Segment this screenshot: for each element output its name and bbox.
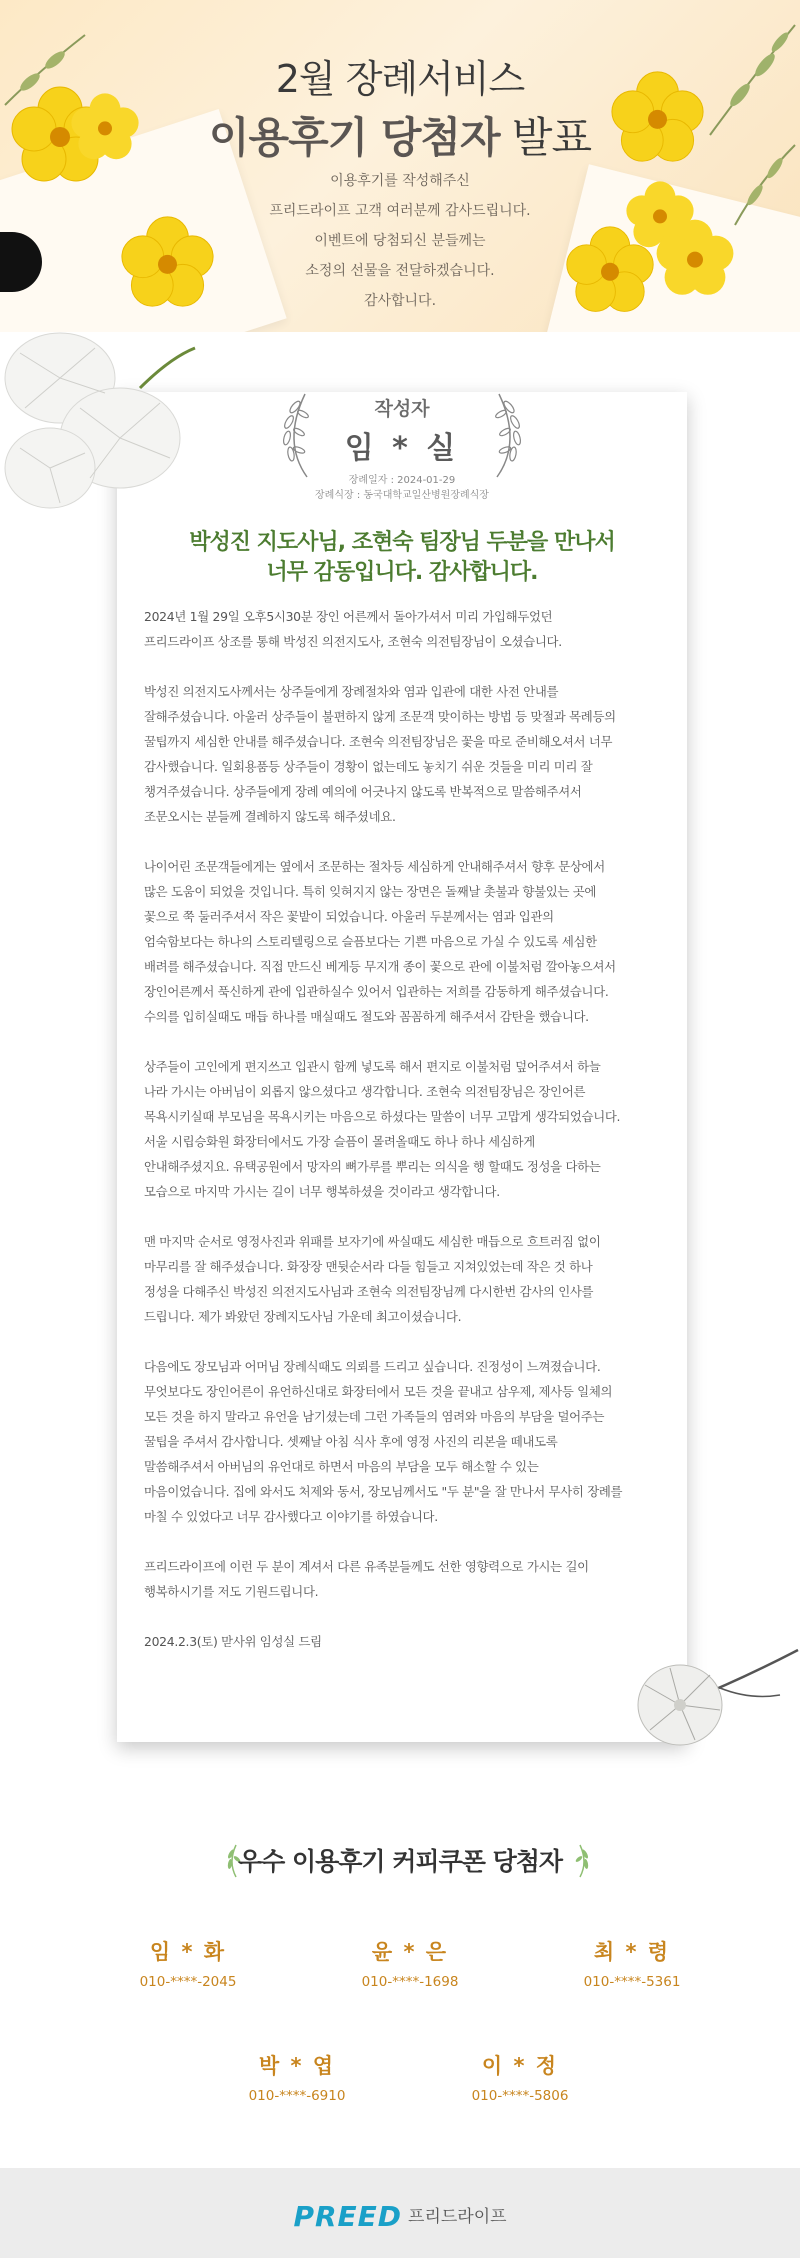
footer	[0, 2168, 800, 2258]
winner-item	[88, 1936, 288, 1990]
winner-phone: 010-****-6910	[248, 2088, 346, 2104]
review-headline-line2: 너무 감동입니다. 감사합니다.	[266, 560, 538, 585]
winner-name: 박 * 엽	[258, 2054, 336, 2078]
winner-phone: 010-****-1698	[361, 1974, 459, 1990]
event-title-bold: 이용후기 당첨자	[208, 113, 500, 162]
winner-item	[310, 1936, 510, 1990]
event-title-line2	[0, 105, 800, 165]
winner-phone: 010-****-5806	[471, 2088, 569, 2104]
event-description-line: 감사합니다.	[363, 293, 437, 309]
event-title-line1: 2월 장례서비스	[275, 57, 525, 101]
event-description-line: 이벤트에 당첨되신 분들께는	[314, 233, 486, 249]
white-chrysanthemum-icon	[630, 1630, 800, 1760]
winners-title: 우수 이용후기 커피쿠폰 당첨자	[237, 1847, 563, 1876]
logo-en: PREED	[293, 2200, 403, 2233]
event-title	[0, 48, 800, 165]
winner-phone: 010-****-2045	[139, 1974, 237, 1990]
writer-label: 작성자	[374, 398, 430, 420]
winner-item	[197, 2050, 397, 2104]
writer-info	[117, 394, 687, 503]
event-description	[0, 166, 800, 316]
funeral-place: 장례식장 : 동국대학교일산병원장례식장	[315, 490, 489, 501]
review-body	[144, 604, 684, 1679]
winner-phone: 010-****-5361	[583, 1974, 681, 1990]
winner-name: 윤 * 은	[371, 1940, 449, 1964]
review-paragraph: 맨 마지막 순서로 영정사진과 위패를 보자기에 싸실때도 세심한 매듭으로 흐트러짐 없이 마무리를 잘 해주셨습니다. 화장장 맨뒷순서라 다들 힘들고 지쳐있었는데 작은 것 하나 정성을 다해주신 박성진 의전지도사님과 조현숙 의전팀장님께 다시한번 감사의 인사를 드립니다. 제가 봐왔던 장례지도사님 가운데 최고이셨습니다.	[144, 1234, 601, 1324]
winner-item	[532, 1936, 732, 1990]
preed-logo[interactable]	[0, 2200, 800, 2233]
funeral-date: 장례일자 : 2024-01-29	[348, 475, 456, 486]
event-description-line: 이용후기를 작성해주신	[330, 173, 470, 189]
review-paragraph: 상주들이 고인에게 편지쓰고 입관시 함께 넣도록 해서 편지로 이불처럼 덮어주셔서 하늘 나라 가시는 아버님이 외롭지 않으셨다고 생각합니다. 조현숙 의전팀장님은 장인어른 목욕시키실때 부모님을 목욕시키는 마음으로 하셨다는 말씀이 너무 고맙게 생각되었습니다. 서울 시립승화원 화장터에서도 가장 슬픔이 몰려올때도 하나 하나 세심하게 안내해주셨지요. 유택공원에서 망자의 뼈가루를 뿌리는 의식을 행 할때도 정성을 다하는 모습으로 마지막 가시는 길이 너무 행복하셨을 것이라고 생각합니다.	[144, 1059, 621, 1199]
review-card	[117, 392, 687, 1742]
winner-name: 임 * 화	[149, 1940, 227, 1964]
review-paragraph: 박성진 의전지도사께서는 상주들에게 장례절차와 염과 입관에 대한 사전 안내를 잘해주셨습니다. 아울러 상주들이 불편하지 않게 조문객 맞이하는 방법 등 맞절과 목례등의 꿀팁까지 세심한 안내를 해주셨습니다. 조현숙 의전팀장님은 꽃을 따로 준비해오셔서 너무 감사했습니다. 일회용품등 상주들이 경황이 없는데도 놓치기 쉬운 것들을 미리 미리 잘 챙겨주셨습니다. 상주들에게 장례 예의에 어긋나지 않도록 반복적으로 말씀해주셔서 조문오시는 분들께 결례하지 않도록 해주셨네요.	[144, 684, 616, 824]
white-chrysanthemum-icon	[0, 318, 200, 528]
review-signature: 2024.2.3(토) 맏사위 임성실 드림	[144, 1634, 322, 1649]
review-paragraph: 다음에도 장모님과 어머님 장례식때도 의뢰를 드리고 싶습니다. 진정성이 느껴졌습니다. 무엇보다도 장인어른이 유언하신대로 화장터에서 모든 것을 끝내고 삼우제, 제사등 일체의 모든 것을 하지 말라고 유언을 남기셨는데 그런 가족들의 염려와 마음의 부담을 덜어주는 꿀팁을 주셔서 감사합니다. 셋째날 아침 식사 후에 영정 사진의 리본을 떼내도록 말씀해주셔서 아버님의 유언대로 하면서 마음의 부담을 모두 해소할 수 있는 마음이었습니다. 집에 와서도 처제와 동서, 장모님께서도 "두 분"을 잘 만나서 무사히 장례를 마칠 수 있었다고 너무 감사했다고 이야기를 하였습니다.	[144, 1359, 623, 1524]
event-header	[0, 0, 800, 332]
event-description-line: 프리드라이프 고객 여러분께 감사드립니다.	[269, 203, 531, 219]
winner-name: 이 * 정	[481, 2054, 559, 2078]
funeral-meta	[117, 473, 687, 503]
event-description-line: 소정의 선물을 전달하겠습니다.	[305, 263, 495, 279]
review-paragraph: 나이어린 조문객들에게는 옆에서 조문하는 절차등 세심하게 안내해주셔서 향후 문상에서 많은 도움이 되었을 것입니다. 특히 잊혀지지 않는 장면은 돌째날 촛불과 향불있는 곳에 꽃으로 쭉 둘러주셔서 작은 꽃밭이 되었습니다. 아울러 두분께서는 염과 입관의 엄숙함보다는 하나의 스토리텔링으로 슬픔보다는 기쁜 마음으로 가실 수 있도록 세심한 배려를 해주셨습니다. 직접 만드신 베게등 무지개 종이 꽃으로 관에 이불처럼 깔아놓으셔서 장인어른께서 푹신하게 관에 입관하실수 있어서 입관하는 저희를 감동하게 해주셨습니다. 수의를 입히실때도 매듭 하나를 매실때도 절도와 꼼꼼하게 해주셔서 감탄을 했습니다.	[144, 859, 616, 1024]
review-paragraph: 2024년 1월 29일 오후5시30분 장인 어른께서 돌아가셔서 미리 가입해두었던 프리드라이프 상조를 통해 박성진 의전지도사, 조현숙 의전팀장님이 오셨습니다.	[144, 609, 562, 649]
event-title-suffix: 발표	[499, 113, 592, 162]
review-headline	[117, 528, 687, 588]
logo-ko: 프리드라이프	[408, 2207, 507, 2227]
writer-name: 임 * 실	[344, 431, 460, 466]
review-headline-line1: 박성진 지도사님, 조현숙 팀장님 두분을 만나서	[189, 530, 615, 555]
winner-name: 최 * 령	[593, 1940, 671, 1964]
winner-item	[420, 2050, 620, 2104]
review-paragraph: 프리드라이프에 이런 두 분이 계셔서 다른 유족분들께도 선한 영향력으로 가시는 길이 행복하시기를 저도 기원드립니다.	[144, 1559, 589, 1599]
